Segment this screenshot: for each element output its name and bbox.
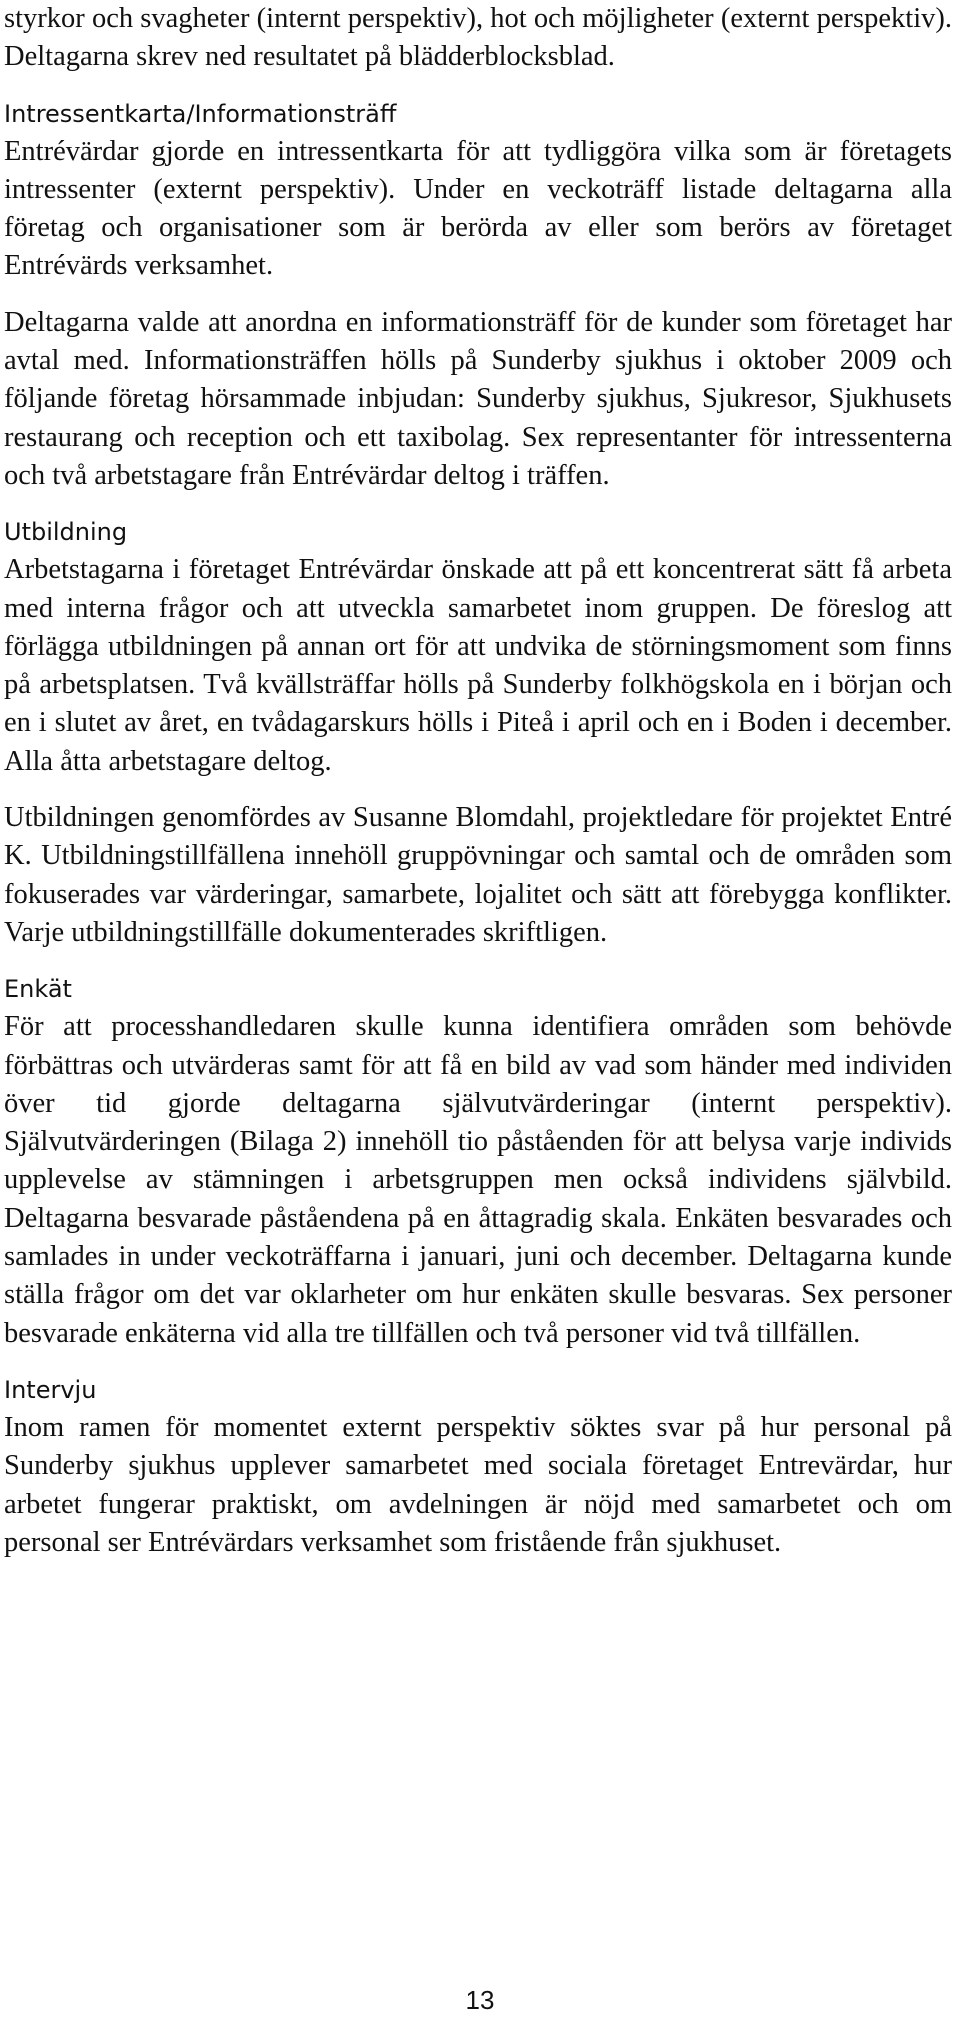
- section-heading-intervju: Intervju: [4, 1375, 97, 1404]
- paragraph: För att processhandledaren skulle kunna identifiera områden som behövde förbättras och utvärderas samt för att få en bild av vad som händer med individen över tid gjorde deltagarna självutvärderingar (internt perspektiv). Självutvärderingen (Bilaga 2) innehöll tio påståenden för att belysa varje individs upplevelse av stämningen i arbetsgruppen men också individens självbild. Deltagarna besvarade påståendena på en åttagradig skala. Enkäten besvarades och samlades in under veckoträffarna i januari, juni och december. Deltagarna kunde ställa frågor om det var oklarheter om hur enkäten skulle besvaras. Sex personer besvarade enkäterna vid alla tre tillfällen och två personer vid två tillfällen.: [4, 1011, 952, 1349]
- paragraph: Deltagarna valde att anordna en informationsträff för de kunder som företaget har avtal med. Informationsträffen hölls på Sunderby sjukhus i oktober 2009 och följande företag hörsammade inbjudan: Sunderby sjukhus, Sjukresor, Sjukhusets restaurang och reception och ett taxibolag. Sex representanter för intressenterna och två arbetstagare från Entrévärdar deltog i träffen.: [4, 306, 952, 491]
- paragraph: Arbetstagarna i företaget Entrévärdar önskade att på ett koncentrerat sätt få arbeta med interna frågor och att utveckla samarbetet inom gruppen. De föreslog att förlägga utbildningen på annan ort för att undvika de störningsmoment som finns på arbetsplatsen. Två kvällsträffar hölls på Sunderby folkhögskola en i början och en i slutet av året, en tvådagarskurs hölls i Piteå i april och en i Boden i december. Alla åtta arbetstagare deltog.: [4, 554, 952, 777]
- paragraph: Entrévärdar gjorde en intressentkarta för att tydliggöra vilka som är företagets intressenter (externt perspektiv). Under en veckoträff listade deltagarna alla företag och organisationer som är berörda av eller som berörs av företaget Entrévärds verksamhet.: [4, 135, 952, 282]
- section-heading-intressentkarta: Intressentkarta/Informationsträff: [4, 99, 397, 128]
- page-number: 13: [465, 1985, 495, 2015]
- paragraph: Utbildningen genomfördes av Susanne Blomdahl, projektledare för projektet Entré K. Utbildningstillfällena innehöll gruppövningar och samtal och de områden som fokuserades var värderingar, samarbete, lojalitet och sätt att förebygga konflikter. Varje utbildningstillfälle dokumenterades skriftligen.: [4, 802, 952, 948]
- section-heading-utbildning: Utbildning: [4, 518, 128, 547]
- page-content: [4, 0, 952, 1562]
- paragraph: Inom ramen för momentet externt perspektiv söktes svar på hur personal på Sunderby sjukhus upplever samarbetet med sociala företaget Entrevärdar, hur arbetet fungerar praktiskt, om avdelningen är nöjd med samarbetet och om personal ser Entrévärdars verksamhet som fristående från sjukhuset.: [4, 1411, 952, 1558]
- section-heading-enkat: Enkät: [4, 975, 72, 1004]
- intro-paragraph: styrkor och svagheter (internt perspektiv), hot och möjligheter (externt perspektiv). Deltagarna skrev ned resultatet på blädderblocksblad.: [4, 3, 952, 73]
